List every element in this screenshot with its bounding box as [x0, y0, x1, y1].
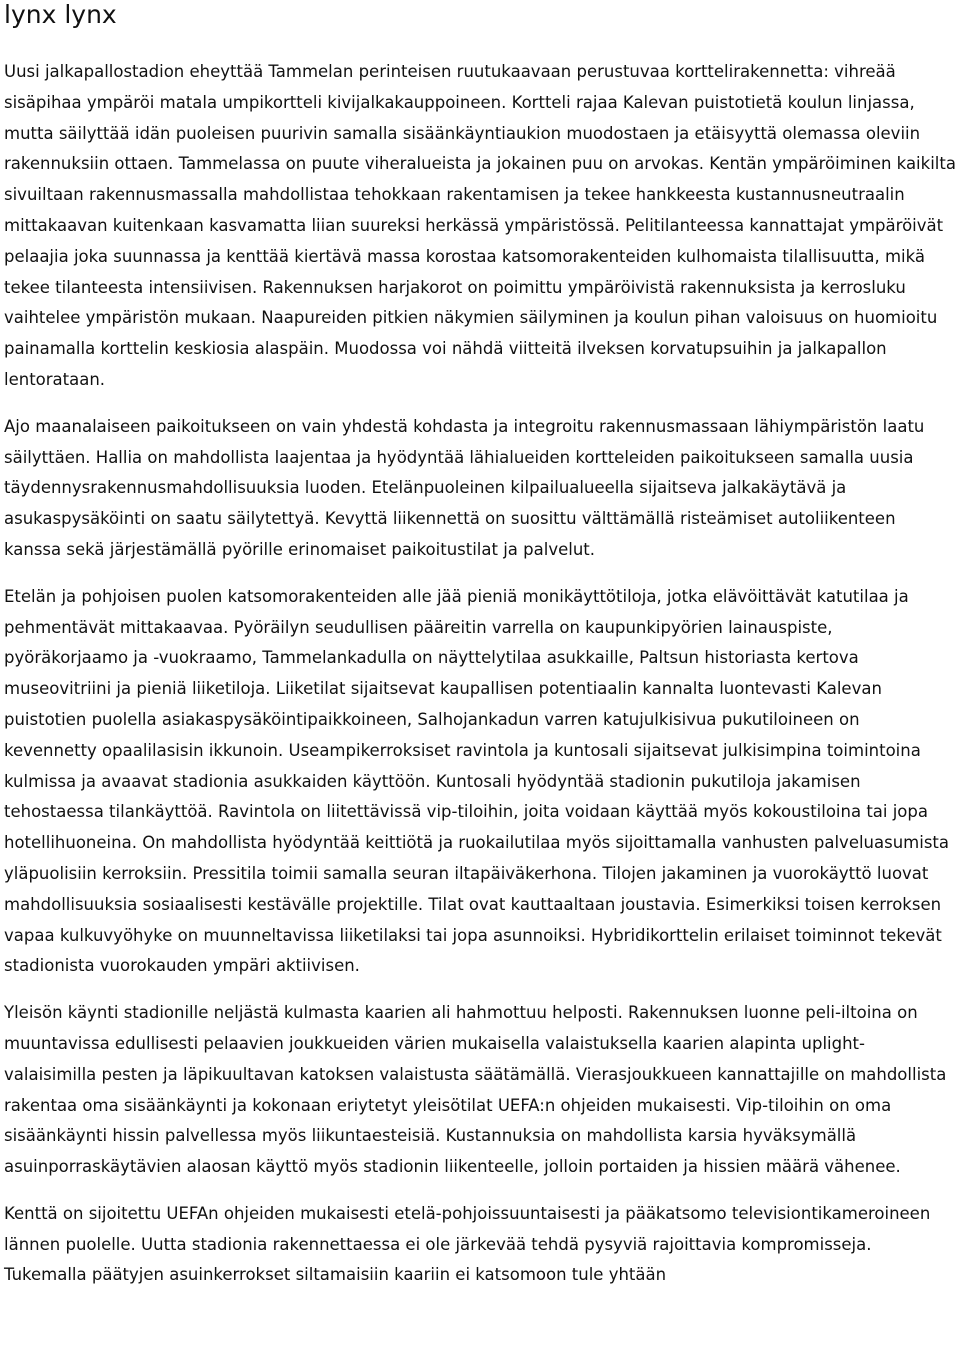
- paragraph-multiuse-spaces: Etelän ja pohjoisen puolen katsomorakenteiden alle jää pieniä monikäyttötiloja, jotka elävöittävät katutilaa ja pehmentävät mittakaavaa. Pyöräilyn seudullisen pääreitin varrella on kaupunkipyörien lainauspiste, pyöräkorjaamo ja -vuokraamo, Tammelankadulla on näyttelytilaa asukkaille, Paltsun historiasta kertova museovitriini ja pieniä liiketiloja. Liiketilat sijaitsevat kaupallisen potentiaalin kannalta luontevasti Kalevan puistotien puolella asiakaspysäköintipaikkoineen, Salhojankadun varren katujulkisivua pukutiloineen on kevennetty opaalilasisin ikkunoin. Useampikerroksiset ravintola ja kuntosali sijaitsevat julkisimpina toimintoina kulmissa ja avaavat stadionia asukkaiden käyttöön. Kuntosali hyödyntää stadionin pukutiloja jakamisen tehostaessa tilankäyttöä. Ravintola on liitettävissä vip-tiloihin, joita voidaan käyttää myös kokoustiloina tai jopa hotellihuoneina. On mahdollista hyödyntää keittiötä ja ruokailutilaa myös sijoittamalla vanhusten palveluasumista yläpuolisiin kerroksiin. Pressitila toimii samalla seuran iltapäiväkerhona. Tilojen jakaminen ja vuorokäyttö luovat mahdollisuuksia sosiaalisesti kestävälle projektille. Tilat ovat kauttaaltaan joustavia. Esimerkiksi toisen kerroksen vapaa kulkuvyöhyke on muunneltavissa liiketilaksi tai jopa asunnoiksi. Hybridikorttelin erilaiset toiminnot tekevät stadionista vuorokauden ympäri aktiivisen.: [4, 586, 950, 976]
- paragraph-field-orientation: Kenttä on sijoitettu UEFAn ohjeiden mukaisesti etelä-pohjoissuuntaisesti ja pääkatsomo televisiontikameroineen lännen puolelle. Uutta stadionia rakennettaessa ei ole järkevää tehdä pysyviä rajoittavia kompromisseja. Tukemalla päätyjen asuinkerrokset siltamaisiin kaariin ei katsomoon tule yhtään: [4, 1203, 931, 1285]
- document-title: lynx lynx: [4, 0, 117, 29]
- paragraph-parking-traffic: Ajo maanalaiseen paikoitukseen on vain yhdestä kohdasta ja integroitu rakennusmassaan lähiympäristön laatu säilyttäen. Hallia on mahdollista laajentaa ja hyödyntää lähialueiden kortteleiden paikoitukseen samalla uusia täydennysrakennusmahdollisuuksia luoden. Etelänpuoleinen kilpailualueella sijaitseva jalkakäytävä ja asukaspysäköinti on saatu säilytettyä. Kevyttä liikennettä on suosittu välttämällä risteämiset autoliikenteen kanssa sekä järjestämällä pyörille erinomaiset paikoitustilat ja palvelut.: [4, 416, 925, 559]
- paragraph-stadium-concept: Uusi jalkapallostadion eheyttää Tammelan perinteisen ruutukaavaan perustuvaa korttelirakennetta: vihreää sisäpihaa ympäröi matala umpikortteli kivijalkakauppoineen. Kortteli rajaa Kalevan puistotietä koulun linjassa, mutta säilyttää idän puoleisen puurivin samalla sisäänkäyntiaukion muodostaen ja etäisyyttä olemassa oleviin rakennuksiin ottaen. Tammelassa on puute viheralueista ja jokainen puu on arvokas. Kentän ympäröiminen kaikilta sivuiltaan rakennusmassalla mahdollistaa tehokkaan rakentamisen ja tekee hankkeesta kustannusneutraalin mittakaavan kuitenkaan kasvamatta liian suureksi herkässä ympäristössä. Pelitilanteessa kannattajat ympäröivät pelaajia joka suunnassa ja kenttää kiertävä massa korostaa katsomorakenteiden kulhomaista tilallisuutta, mikä tekee tilanteesta intensiivisen. Rakennuksen harjakorot on poimittu ympäröivistä rakennuksista ja kerrosluku vaihtelee ympäristön mukaan. Naapureiden pitkien näkymien säilyminen ja koulun pihan valoisuus on huomioitu painamalla korttelin keskiosia alaspäin. Muodossa voi nähdä viitteitä ilveksen korvatupsuihin ja jalkapallon lentorataan.: [4, 62, 956, 389]
- paragraph-access-entrances: Yleisön käynti stadionille neljästä kulmasta kaarien ali hahmottuu helposti. Rakennuksen luonne peli-iltoina on muuntavissa edullisesti pelaavien joukkueiden värien mukaisella valaistuksella kaarien alapinta uplight-valaisimilla pesten ja läpikuultavan katoksen valaistusta säätämällä. Vierasjoukkueen kannattajille on mahdollista rakentaa oma sisäänkäynti ja kokonaan eriytetyt yleisötilat UEFA:n ohjeiden mukaisesti. Vip-tiloihin on oma sisäänkäynti hissin palvellessa myös liikuntaesteisiä. Kustannuksia on mahdollista karsia hyväksymällä asuinporraskäytävien alaosan käyttö myös stadionin liikenteelle, jolloin portaiden ja hissien määrä vähenee.: [4, 1003, 947, 1177]
